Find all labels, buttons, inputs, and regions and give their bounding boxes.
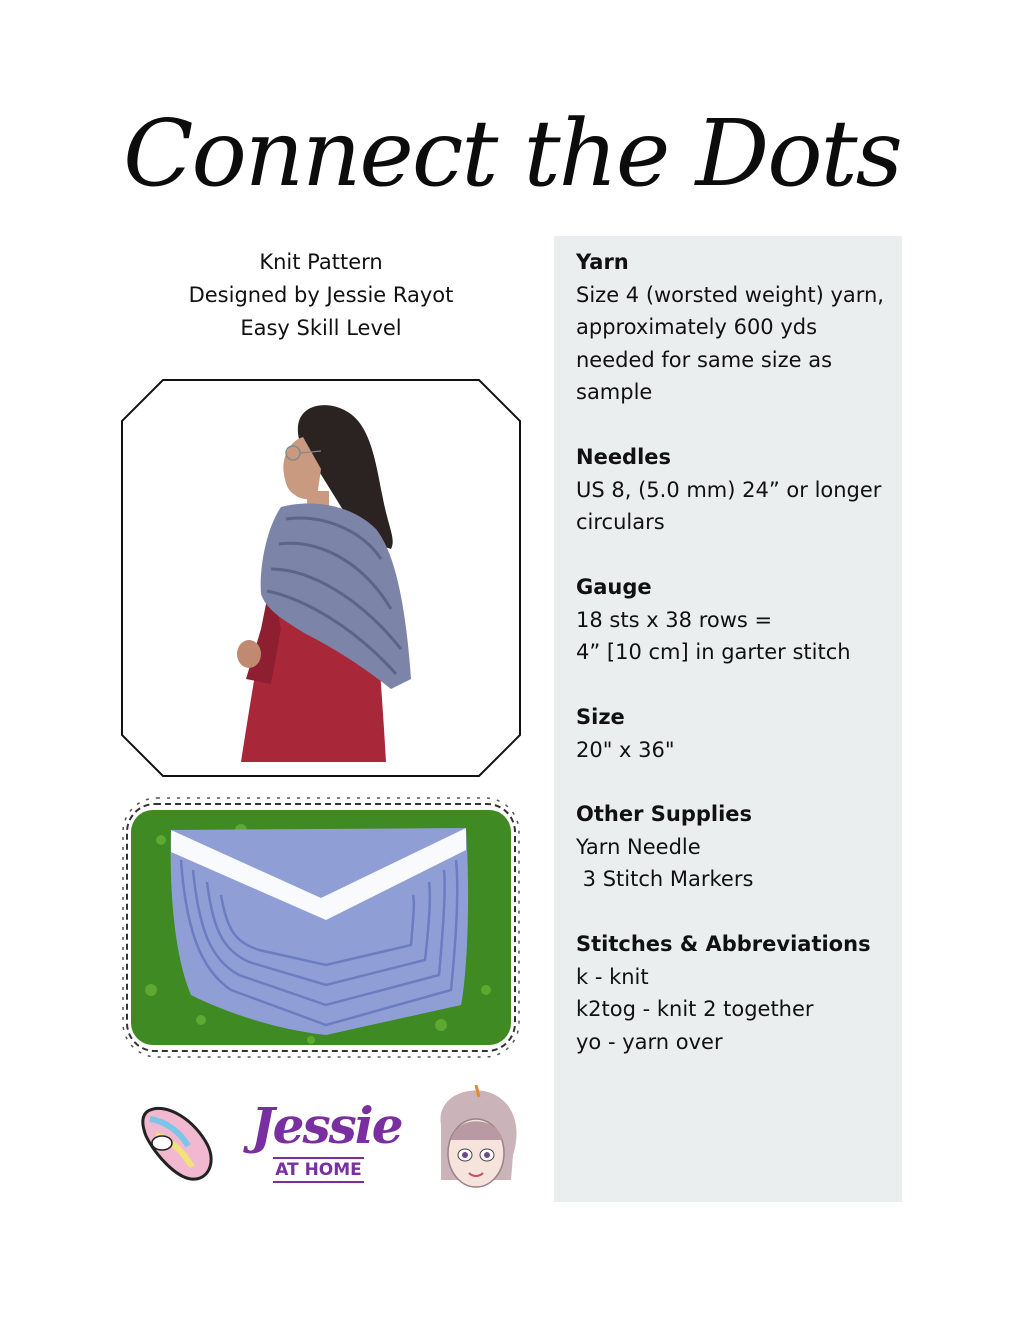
model-photo — [121, 379, 521, 777]
stitches-line: k2tog - knit 2 together — [576, 997, 814, 1021]
gauge-line: 18 sts x 38 rows = — [576, 607, 773, 632]
size-line: 20" x 36" — [576, 737, 675, 762]
jessie-at-home-logo — [251, 1095, 402, 1195]
yarn-heading: Yarn — [576, 250, 629, 274]
needles-section — [576, 441, 896, 539]
gauge-heading: Gauge — [576, 575, 652, 599]
needles-line: US 8, (5.0 mm) 24” or longer — [576, 477, 882, 502]
stitches-heading: Stitches & Abbreviations — [576, 932, 871, 956]
yarn-line: sample — [576, 380, 653, 404]
avatar-illustration — [421, 1085, 531, 1200]
needles-line: circulars — [576, 510, 665, 534]
supplies-line: Yarn Needle — [576, 834, 701, 859]
pattern-title: Connect the Dots — [123, 100, 901, 207]
pattern-type: Knit Pattern — [259, 250, 383, 274]
yarn-line: Size 4 (worsted weight) yarn, — [576, 282, 884, 307]
brand-logos — [121, 1085, 521, 1200]
size-section — [576, 701, 896, 766]
yarn-ball-logo — [136, 1101, 216, 1185]
supplies-heading: Other Supplies — [576, 802, 753, 826]
supplies-section — [576, 798, 896, 896]
needles-heading: Needles — [576, 445, 672, 469]
pattern-intro — [120, 246, 522, 345]
designer-credit: Designed by Jessie Rayot — [188, 283, 454, 307]
yarn-line: needed for same size as — [576, 347, 833, 372]
supplies-line: 3 Stitch Markers — [576, 867, 754, 891]
stitches-section — [576, 928, 896, 1058]
brand-name: Jessie — [251, 1096, 402, 1155]
size-heading: Size — [576, 705, 625, 729]
gauge-line: 4” [10 cm] in garter stitch — [576, 640, 851, 664]
yarn-section — [576, 246, 896, 409]
gauge-section — [576, 571, 896, 669]
shawl-flat-photo — [121, 790, 521, 1065]
skill-level: Easy Skill Level — [240, 316, 402, 340]
yarn-line: approximately 600 yds — [576, 315, 818, 339]
stitches-line: k - knit — [576, 964, 649, 989]
brand-tagline: AT HOME — [273, 1157, 364, 1183]
stitches-line: yo - yarn over — [576, 1029, 723, 1054]
